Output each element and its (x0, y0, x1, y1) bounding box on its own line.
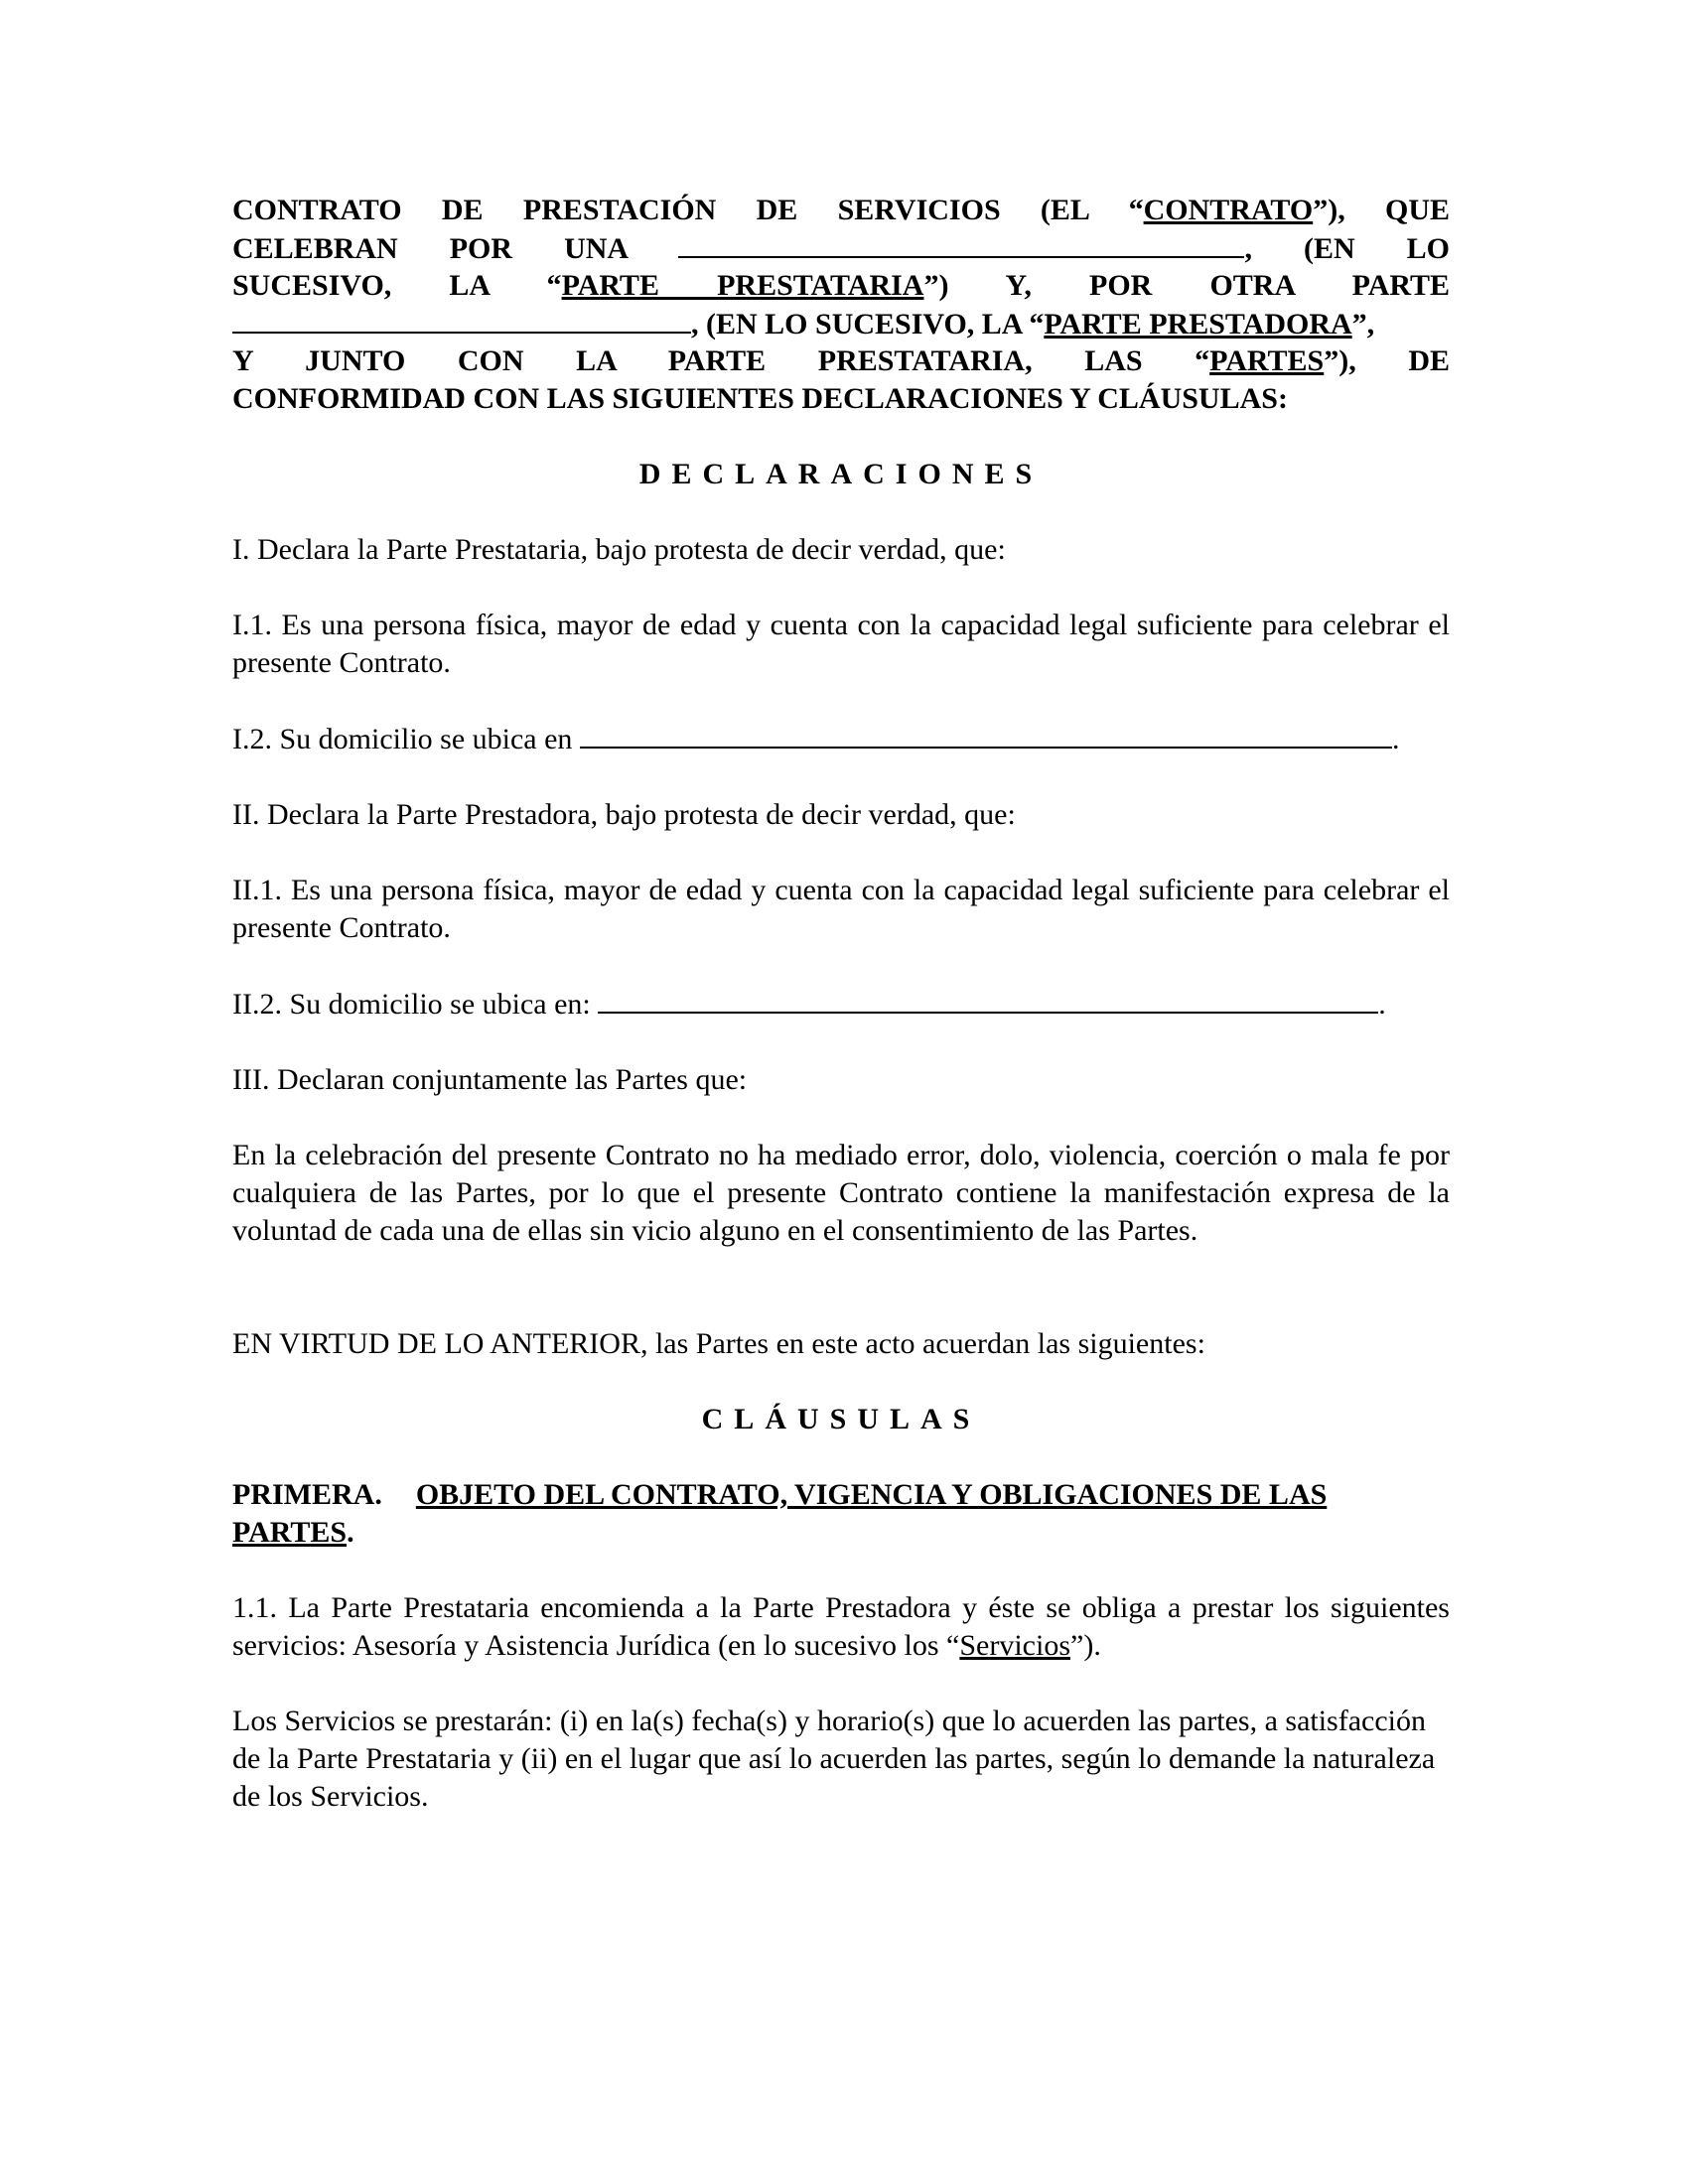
title-text: CELEBRAN POR UNA (232, 232, 628, 265)
title-text: , (EN LO (1244, 232, 1451, 265)
prestataria-name-blank (678, 229, 1244, 258)
defined-term-parte-prestadora: PARTE PRESTADORA (1044, 308, 1352, 341)
defined-term-partes: PARTES (1209, 344, 1325, 377)
title-text: ”), DE (1324, 344, 1450, 377)
servicios-paragraph: Los Servicios se prestarán: (i) en la(s) fecha(s) y horario(s) que lo acuerden las partes, a satisfacción de la Parte Prestataria y (ii) en el lugar que así lo acuerden las partes, según lo demande la naturaleza de los Servicios. (232, 1705, 1436, 1813)
clause-1-1 (232, 1589, 1450, 1665)
title-text: , (EN LO SUCESIVO, LA “ (691, 308, 1045, 341)
clause-primera-line-2 (232, 1514, 1450, 1552)
clause-title-continuation: PARTES (232, 1516, 348, 1549)
virtud-paragraph: EN VIRTUD DE LO ANTERIOR, las Partes en este acto acuerdan las siguientes: (232, 1327, 1205, 1360)
clause-primera-line-1 (232, 1476, 1450, 1514)
title-line-3 (232, 267, 1450, 305)
title-line-4 (232, 305, 1450, 342)
prestadora-name-blank (232, 305, 691, 334)
defined-term-contrato: CONTRATO (1143, 194, 1314, 226)
declaration-iii: III. Declaran conjuntamente las Partes que: (232, 1063, 748, 1096)
title-line-1 (232, 192, 1450, 229)
title-line-2 (232, 229, 1450, 267)
declaraciones-heading: DECLARACIONES (638, 458, 1044, 490)
period: . (1391, 723, 1400, 755)
clause-1-1-text: 1.1. La Parte Prestataria encomienda a la Parte Prestadora y éste se obliga a prestar los siguientes servicios: Asesoría y Asistencia Jurídica (en lo sucesivo los “ (232, 1591, 1450, 1662)
declaration-i-2-label: I.2. Su domicilio se ubica en (232, 723, 580, 755)
title-text: CONTRATO DE PRESTACIÓN DE SERVICIOS (EL “ (232, 194, 1144, 226)
declaration-ii-1: II.1. Es una persona física, mayor de edad y cuenta con la capacidad legal suficiente para celebrar el presente Contrato. (232, 874, 1450, 944)
period: . (347, 1516, 354, 1549)
defined-term-servicios: Servicios (959, 1629, 1071, 1662)
title-text: ”), QUE (1313, 194, 1451, 226)
declaration-i-2 (232, 720, 1450, 758)
title-text: ”, (1351, 308, 1375, 341)
clausulas-heading: CLÁUSULAS (701, 1403, 981, 1435)
title-line-6: CONFORMIDAD CON LAS SIGUIENTES DECLARACIONES Y CLÁUSULAS: (232, 382, 1288, 415)
declaration-i-1: I.1. Es una persona física, mayor de edad y cuenta con la capacidad legal suficiente para celebrar el presente Contrato. (232, 609, 1450, 679)
defined-term-parte-prestataria: PARTE PRESTATARIA (561, 269, 924, 302)
declaration-iii-text: En la celebración del presente Contrato no ha mediado error, dolo, violencia, coerción o mala fe por cualquiera de las Partes, por lo que el presente Contrato contiene la manifestación expresa de la voluntad de cada una de ellas sin vicio alguno en el consentimiento de las Partes. (232, 1139, 1450, 1247)
title-text: Y JUNTO CON LA PARTE PRESTATARIA, LAS “ (232, 344, 1210, 377)
prestadora-address-blank (598, 985, 1378, 1014)
declaration-ii-2-label: II.2. Su domicilio se ubica en: (232, 988, 599, 1021)
document-page (232, 192, 1450, 1816)
prestataria-address-blank (580, 720, 1392, 749)
contract-title (232, 192, 1450, 418)
clause-primera-heading (232, 1476, 1450, 1552)
clause-1-1-text-end: ”). (1070, 1629, 1101, 1662)
declaration-ii: II. Declara la Parte Prestadora, bajo protesta de decir verdad, que: (232, 798, 1016, 831)
declaration-ii-2 (232, 985, 1450, 1024)
declaration-i: I. Declara la Parte Prestataria, bajo protesta de decir verdad, que: (232, 533, 1006, 566)
clause-title: OBJETO DEL CONTRATO, VIGENCIA Y OBLIGACIONES DE LAS (415, 1478, 1328, 1511)
clause-number: PRIMERA. (232, 1478, 382, 1511)
period: . (1378, 988, 1386, 1021)
title-text: SUCESIVO, LA “ (232, 269, 562, 302)
title-text: ”) Y, POR OTRA PARTE (923, 269, 1450, 302)
title-line-5 (232, 342, 1450, 380)
